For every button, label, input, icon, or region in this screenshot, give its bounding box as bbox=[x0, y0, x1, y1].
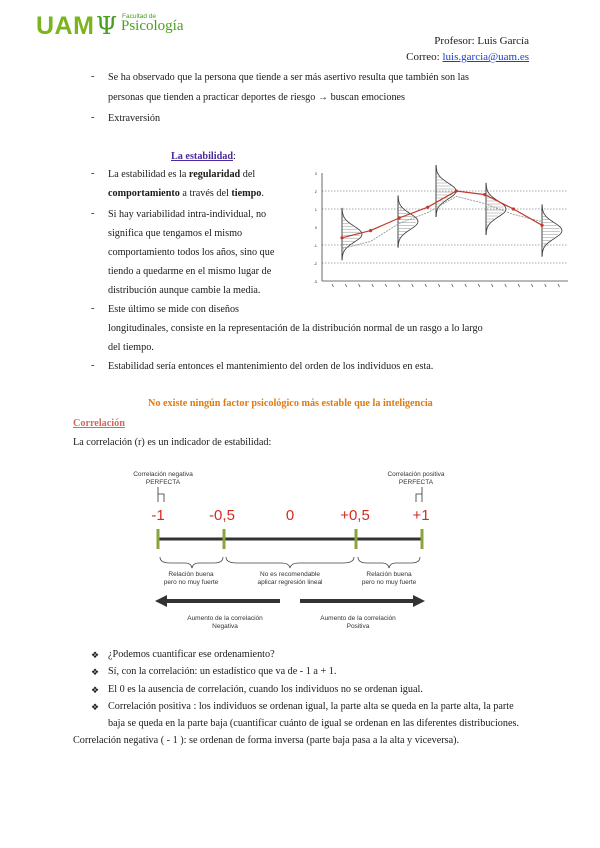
y-tick-label: -2 bbox=[313, 261, 317, 266]
range-right-label-2: pero no muy fuerte bbox=[361, 579, 417, 586]
faculty-prefix: Facultad de bbox=[122, 13, 156, 20]
positive-arrow bbox=[300, 595, 425, 607]
neg-perfect-label-2: PERFECTA bbox=[145, 479, 181, 486]
x-tick-mark bbox=[425, 284, 427, 287]
bullet-dash: - bbox=[91, 303, 95, 314]
bullet-text: Sí, con la correlación: un estadístico que va de - 1 a + 1. bbox=[108, 666, 337, 677]
bullet-text: ¿Podemos cuantificar ese ordenamiento? bbox=[108, 649, 275, 660]
email-line bbox=[406, 51, 529, 63]
bullet-text: Se ha observado que la persona que tiende a ser más asertivo resulta que también son las bbox=[108, 72, 469, 83]
bullet-text: Correlación positiva : los individuos se ordenan igual, la parte alta se queda en la parte alta, la parte bbox=[108, 701, 514, 712]
bullet-text: distribución aunque cambie la media. bbox=[108, 285, 261, 296]
bullet-text: tiendo a quedarme en el mismo lugar de bbox=[108, 266, 272, 277]
red-series-point bbox=[369, 229, 372, 232]
x-tick-mark bbox=[438, 284, 440, 287]
x-tick-mark bbox=[412, 284, 414, 287]
grey-series-line bbox=[342, 196, 542, 248]
email-link[interactable]: luis.garcia@uam.es bbox=[442, 51, 529, 63]
y-tick-label: -3 bbox=[313, 279, 317, 284]
x-tick-mark bbox=[345, 284, 347, 287]
uam-logo: UAM bbox=[36, 12, 95, 40]
diamond-icon: ❖ bbox=[91, 686, 100, 696]
conclusion-text: No existe ningún factor psicológico más estable que la inteligencia bbox=[148, 398, 433, 409]
value-minus-1: -1 bbox=[151, 507, 165, 524]
red-series-point bbox=[483, 193, 486, 196]
value-zero: 0 bbox=[285, 507, 295, 524]
range-mid-label-2: aplicar regresión lineal bbox=[257, 579, 323, 586]
x-tick-mark bbox=[558, 284, 560, 287]
arrow-left-label: Aumento de la correlación bbox=[187, 615, 263, 622]
stability-definition-line2: comportamiento a través del tiempo. bbox=[108, 188, 264, 199]
value-plus-1: +1 bbox=[412, 507, 430, 524]
psi-logo-icon: Ψ bbox=[96, 12, 118, 40]
bullet-text: comportamiento todos los años, sino que bbox=[108, 247, 275, 258]
range-right-label: Relación buena bbox=[366, 571, 412, 578]
diamond-icon: ❖ bbox=[91, 651, 100, 661]
x-tick-mark bbox=[385, 284, 387, 287]
pos-perfect-label-2: PERFECTA bbox=[398, 479, 434, 486]
section-title-correlation: Correlación bbox=[73, 418, 125, 429]
correlation-intro: La correlación (r) es un indicador de estabilidad: bbox=[73, 437, 272, 448]
red-series-point bbox=[512, 207, 515, 210]
value-plus-0-5: +0,5 bbox=[340, 507, 370, 524]
y-tick-label: 3 bbox=[314, 171, 317, 176]
negative-arrow bbox=[155, 595, 280, 607]
faculty-name: Psicología bbox=[121, 18, 184, 34]
red-series-point bbox=[426, 206, 429, 209]
bullet-text: El 0 es la ausencia de correlación, cuando los individuos no se ordenan igual. bbox=[108, 684, 423, 695]
negative-correlation-note: Correlación negativa ( - 1 ): se ordenan de forma inversa (parte baja pasa a la alta y viceversa). bbox=[73, 735, 460, 746]
distribution-curve bbox=[342, 208, 362, 260]
bullet-text: Estabilidad sería entonces el mantenimiento del orden de los individuos en esta. bbox=[108, 361, 434, 372]
distribution-curve bbox=[542, 205, 562, 257]
range-left-label-2: pero no muy fuerte bbox=[163, 579, 219, 586]
bullet-text: Extraversión bbox=[108, 113, 161, 124]
neg-perfect-label: Correlación negativa bbox=[133, 471, 193, 478]
diamond-icon: ❖ bbox=[91, 668, 100, 678]
y-tick-label: 0 bbox=[314, 225, 317, 230]
x-tick-mark bbox=[465, 284, 467, 287]
x-tick-mark bbox=[505, 284, 507, 287]
x-tick-mark bbox=[398, 284, 400, 287]
y-tick-label: -1 bbox=[313, 243, 317, 248]
red-series-point bbox=[340, 236, 343, 239]
x-tick-mark bbox=[372, 284, 374, 287]
x-tick-mark bbox=[359, 284, 361, 287]
bullet-text: significa que tengamos el mismo bbox=[108, 228, 243, 239]
arrow-left-label-2: Negativa bbox=[212, 623, 238, 630]
range-left-label: Relación buena bbox=[168, 571, 214, 578]
bullet-dash: - bbox=[91, 112, 95, 123]
y-tick-label: 1 bbox=[314, 207, 317, 212]
stability-chart bbox=[310, 165, 572, 300]
x-tick-mark bbox=[531, 284, 533, 287]
value-minus-0-5: -0,5 bbox=[209, 507, 235, 524]
bullet-text: Este último se mide con diseños bbox=[108, 304, 240, 315]
x-tick-mark bbox=[518, 284, 520, 287]
x-tick-mark bbox=[332, 284, 334, 287]
x-tick-mark bbox=[492, 284, 494, 287]
bullet-dash: - bbox=[91, 208, 95, 219]
bullet-text: personas que tienden a practicar deportes de riesgo → buscan emociones bbox=[108, 92, 406, 103]
bullet-text: baja se queda en la parte baja (cuantificar cuánto de igual se ordenan en las diferentes distribuciones. bbox=[108, 718, 520, 729]
x-tick-mark bbox=[478, 284, 480, 287]
red-series-point bbox=[540, 224, 543, 227]
red-series-point bbox=[398, 216, 401, 219]
pos-perfect-label: Correlación positiva bbox=[387, 471, 445, 478]
bullet-dash: - bbox=[91, 71, 95, 82]
bullet-dash: - bbox=[91, 360, 95, 371]
section-title-stability: La estabilidad: bbox=[171, 151, 236, 162]
stability-definition-line1: La estabilidad es la regularidad del bbox=[108, 169, 256, 180]
arrow-right-label: Aumento de la correlación bbox=[320, 615, 396, 622]
professor-name: Profesor: Luis García bbox=[434, 35, 529, 47]
bullet-dash: - bbox=[91, 168, 95, 179]
distribution-curve bbox=[398, 196, 418, 248]
range-mid-label: No es recomendable bbox=[260, 571, 320, 578]
bullet-text: longitudinales, consiste en la representación de la distribución normal de un rasgo a lo largo bbox=[108, 323, 483, 334]
email-label: Correo: bbox=[406, 51, 440, 63]
bullet-text: Si hay variabilidad intra-individual, no bbox=[108, 209, 267, 220]
correlation-diagram bbox=[115, 462, 455, 640]
bullet-text: del tiempo. bbox=[108, 342, 154, 353]
diamond-icon: ❖ bbox=[91, 703, 100, 713]
arrow-right-label-2: Positiva bbox=[346, 623, 370, 630]
x-tick-mark bbox=[452, 284, 454, 287]
x-tick-mark bbox=[545, 284, 547, 287]
y-tick-label: 2 bbox=[314, 189, 317, 194]
red-series-point bbox=[455, 189, 458, 192]
